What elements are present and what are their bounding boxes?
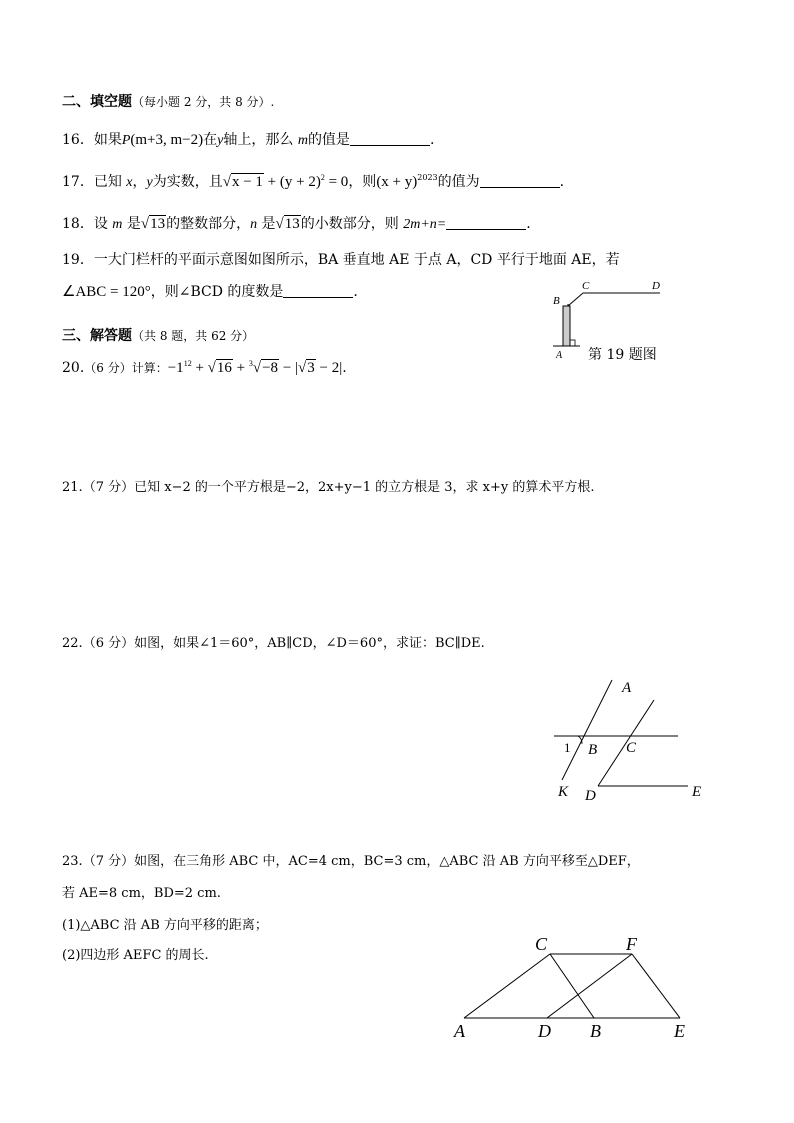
section3-note: （共 8 题，共 62 分）: [132, 329, 255, 343]
q19-caption: 第 19 题图: [588, 347, 657, 363]
q16-post: 的值是: [307, 132, 350, 148]
q22-label-a: A: [622, 680, 632, 696]
q17-eq0: = 0: [328, 174, 349, 190]
q17-then: ，则: [348, 174, 377, 190]
q17-exp2: 2: [320, 173, 325, 182]
q18-is2: 是: [261, 216, 276, 232]
q22-label-k: K: [558, 784, 569, 800]
question-23-sub2: (2)四边形 AEFC 的周长.: [62, 948, 209, 963]
q17-pre: 已知: [93, 174, 122, 190]
q19-right-angle-mark: [570, 340, 575, 346]
q19-label-d: D: [652, 280, 660, 292]
q23-label-e: E: [674, 1021, 685, 1041]
q21-text: （7 分）已知 x−2 的一个平方根是−2，2x+y−1 的立方根是 3，求 x+y 的算术平方根.: [82, 480, 595, 495]
q17-end: .: [559, 174, 565, 190]
q17-number: 17．: [62, 174, 94, 190]
q23-number: 23.: [62, 854, 83, 869]
q18-end: .: [526, 216, 531, 232]
q22-label-e: E: [692, 784, 702, 800]
section2-heading: [62, 92, 274, 112]
q23-label-a: A: [454, 1021, 465, 1041]
q22-label-c: C: [626, 740, 637, 756]
q23-side-cb: [550, 954, 594, 1018]
q20-expr: $-1^{12} + √16 + ^3√-8 - |√3 - 2|$: [167, 359, 343, 376]
q17-expr-b: + (y + 2): [267, 174, 321, 190]
q18-answer-blank[interactable]: [446, 215, 526, 230]
q19-number: 19．: [62, 252, 94, 268]
q16-m: m: [297, 133, 308, 148]
q17-exp2023: 2023: [417, 173, 438, 182]
q18-is: 是: [126, 216, 141, 232]
question-23-line2: 若 AE=8 cm，BD=2 cm.: [62, 886, 221, 901]
q18-number: 18．: [62, 216, 94, 232]
q22-label-1: 1: [564, 740, 571, 755]
q19-bar-bc: [568, 293, 583, 306]
q18-sqrt13-b: √13: [275, 216, 300, 232]
question-19-line2: [62, 282, 358, 302]
q22-figure: [548, 676, 728, 806]
q23-label-f: F: [626, 934, 637, 954]
q16-end: .: [429, 132, 435, 148]
q23-side-fe: [632, 954, 680, 1018]
q22-label-b: B: [588, 742, 598, 758]
q16-mid: 在: [203, 132, 218, 148]
q23-label-b: B: [590, 1021, 601, 1041]
q20-number: 20.: [62, 360, 85, 376]
q19-label-a: A: [556, 350, 563, 361]
q23-side-df: [547, 954, 632, 1018]
question-20: [62, 358, 347, 378]
q17-y: y: [146, 175, 153, 190]
q17-answer-blank[interactable]: [480, 173, 560, 188]
q18-n: n: [250, 217, 258, 232]
q19-label-b: B: [553, 295, 560, 307]
q23-label-c: C: [535, 934, 548, 954]
q19-post: [563, 306, 570, 346]
q17-post: 的值为: [437, 174, 480, 190]
question-18: [62, 214, 531, 235]
question-22: [62, 634, 485, 654]
q23-label-d: D: [538, 1021, 551, 1041]
q19-answer-blank[interactable]: [283, 283, 353, 298]
q19-line2b: ，则∠BCD 的度数是: [150, 284, 284, 300]
q22-angle1-arc: [578, 736, 582, 744]
q16-y: y: [217, 133, 224, 148]
q20-text: （6 分）计算：: [84, 361, 168, 375]
q18-m: m: [112, 217, 123, 232]
q19-angle: ∠ABC = 120°: [62, 284, 151, 300]
question-19-line1: [62, 250, 620, 270]
q22-line-ak: [562, 680, 612, 780]
q17-radicand: x − 1: [231, 174, 263, 190]
q16-pre: 如果: [93, 132, 122, 148]
q16-point: P: [121, 133, 131, 148]
section2-title: 二、填空题: [62, 94, 132, 110]
q16-number: 16．: [62, 132, 94, 148]
q17-mid: 为实数，且: [152, 174, 223, 190]
q16-answer-blank[interactable]: [350, 131, 430, 146]
question-17: [62, 172, 564, 193]
q17-x: x: [126, 175, 133, 190]
q19-label-c: C: [582, 280, 590, 292]
q22-text: （6 分）如图，如果∠1＝60°，AB∥CD，∠D＝60°，求证：BC∥DE.: [82, 636, 485, 651]
section3-title: 三、解答题: [62, 328, 132, 344]
q22-label-d: D: [585, 788, 596, 804]
q20-end: .: [342, 360, 347, 376]
question-16: [62, 130, 434, 151]
question-23-sub1: (1)△ABC 沿 AB 方向平移的距离；: [62, 918, 268, 933]
q22-number: 22.: [62, 636, 83, 651]
section3-heading: [62, 326, 254, 346]
question-21: [62, 478, 595, 498]
q16-coords: (m+3, m−2): [130, 132, 204, 148]
q17-comma: ，: [132, 174, 147, 190]
q18-expr: 2m+n=: [403, 217, 447, 232]
q23-side-ac: [464, 954, 550, 1018]
q17-expr: $√x - 1 + (y + 2)^2 = 0$: [222, 173, 349, 190]
q16-mid2: 轴上，那么: [223, 132, 294, 148]
q17-expr-c: (x + y): [376, 174, 418, 190]
q21-number: 21.: [62, 480, 83, 495]
q18-part2: 的小数部分，则: [300, 216, 399, 232]
q19-end: .: [353, 284, 358, 300]
q19-line1: 一大门栏杆的平面示意图如图所示，BA 垂直地 AE 于点 A，CD 平行于地面 AE，若: [93, 252, 620, 268]
q23-figure: [454, 930, 714, 1040]
q18-part1: 的整数部分，: [166, 216, 251, 232]
q18-sqrt13-a: √13: [140, 216, 166, 232]
q23-line1: （7 分）如图，在三角形 ABC 中，AC=4 cm，BC=3 cm，△ABC 沿 AB 方向平移至△DEF，: [82, 854, 640, 869]
question-23-line1: [62, 852, 640, 872]
q18-pre: 设: [93, 216, 108, 232]
section2-note: （每小题 2 分，共 8 分）.: [132, 95, 275, 109]
